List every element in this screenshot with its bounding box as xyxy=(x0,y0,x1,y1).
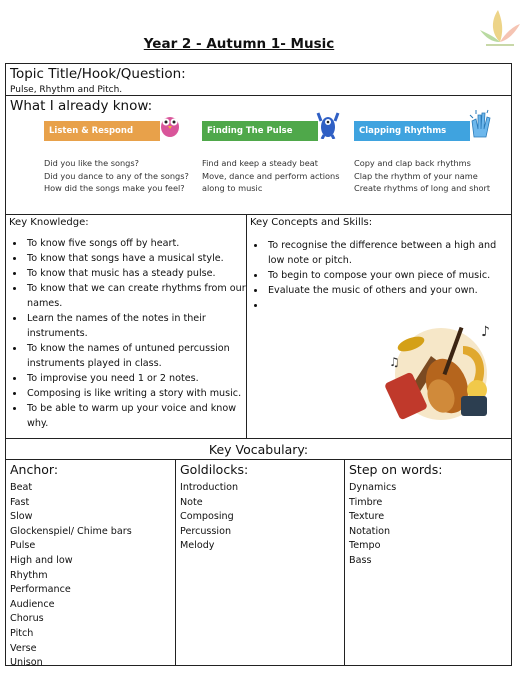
card-line: Did you like the songs? xyxy=(44,158,139,168)
page-title: Year 2 - Autumn 1- Music xyxy=(143,36,335,52)
list-item: • To know that we can create rhythms from our names. xyxy=(25,281,246,311)
list-item: • To know that music has a steady pulse. xyxy=(25,266,246,281)
list-item xyxy=(266,298,511,313)
list-item: • To recognise the difference between a high and low note or pitch. xyxy=(266,238,511,268)
column-heading: Goldilocks: xyxy=(180,462,249,477)
list-item: • Evaluate the music of others and your own. xyxy=(266,283,511,298)
list-item: Bass xyxy=(349,554,372,566)
key-knowledge-heading: Key Knowledge: xyxy=(9,217,89,228)
card-line: Did you dance to any of the songs? xyxy=(44,170,189,181)
badge-label: Finding The Pulse xyxy=(207,126,293,136)
list-item: Melody xyxy=(180,540,215,552)
list-item: High and low xyxy=(10,554,73,566)
column-heading: Anchor: xyxy=(10,462,59,477)
clapping-hands-icon xyxy=(468,109,492,139)
list-item: • Learn the names of the notes in their instruments. xyxy=(25,311,246,341)
card-line: Find and keep a steady beat xyxy=(202,158,318,168)
key-knowledge-list xyxy=(6,236,246,431)
badge-label: Clapping Rhythms xyxy=(359,126,447,136)
column-heading: Step on words: xyxy=(349,462,443,477)
topic-heading: Topic Title/Hook/Question: xyxy=(10,66,186,82)
list-item: Pitch xyxy=(10,627,34,639)
card-line: Move, dance and perform actions xyxy=(202,170,340,181)
card-badge xyxy=(202,121,318,141)
key-concepts-list xyxy=(247,238,511,313)
vocab-column-anchor xyxy=(6,460,176,669)
school-logo xyxy=(478,4,522,50)
badge-label: Listen & Respond xyxy=(49,126,134,136)
card-badge xyxy=(354,121,470,141)
card-line: How did the songs make you feel? xyxy=(44,183,185,193)
key-concepts-heading: Key Concepts and Skills: xyxy=(250,217,373,228)
list-item: • To be able to warm up your voice and know why. xyxy=(25,401,246,431)
svg-text:♫: ♫ xyxy=(389,355,400,369)
card-listen-respond xyxy=(44,121,194,195)
list-item: Dynamics xyxy=(349,482,397,493)
list-item: Fast xyxy=(10,496,30,508)
vocab-column-goldilocks xyxy=(176,460,345,665)
monster-mascot-icon xyxy=(316,109,340,139)
list-item: Chorus xyxy=(10,613,44,625)
prior-knowledge-section xyxy=(6,96,511,215)
card-line: Copy and clap back rhythms xyxy=(354,158,471,168)
list-item: • To improvise you need 1 or 2 notes. xyxy=(25,371,246,386)
knowledge-organiser xyxy=(5,63,512,669)
prior-heading: What I already know: xyxy=(10,98,153,114)
musical-instruments-illustration xyxy=(381,316,499,428)
list-item: Composing xyxy=(180,511,234,523)
key-concepts-section xyxy=(247,215,511,439)
list-item: • To begin to compose your own piece of music. xyxy=(266,268,511,283)
list-item: Audience xyxy=(10,598,55,610)
list-item: Percussion xyxy=(180,525,232,537)
svg-text:♪: ♪ xyxy=(481,324,490,340)
list-item: Rhythm xyxy=(10,569,48,581)
list-item: Timbre xyxy=(349,496,383,508)
topic-section xyxy=(6,64,511,96)
list-item: • Composing is like writing a story with music. xyxy=(25,386,246,401)
card-line: along to music xyxy=(202,183,263,193)
list-item: Introduction xyxy=(180,482,239,493)
owl-mascot-icon xyxy=(158,109,182,139)
card-clapping-rhythms xyxy=(354,121,504,195)
card-badge xyxy=(44,121,160,141)
list-item: Unison xyxy=(10,657,43,669)
topic-subtitle: Pulse, Rhythm and Pitch. xyxy=(10,85,123,95)
list-item: • To know five songs off by heart. xyxy=(25,236,246,251)
list-item: Slow xyxy=(10,511,33,523)
key-vocabulary-heading: Key Vocabulary: xyxy=(6,439,511,460)
list-item: Tempo xyxy=(349,540,381,552)
list-item: Performance xyxy=(10,584,71,596)
card-line: Clap the rhythm of your name xyxy=(354,170,478,181)
list-item: Notation xyxy=(349,525,391,537)
list-item: Note xyxy=(180,496,203,508)
list-item: Texture xyxy=(349,511,385,523)
key-knowledge-section xyxy=(6,215,247,439)
list-item: • To know that songs have a musical style. xyxy=(25,251,246,266)
list-item: • To know the names of untuned percussion instruments played in class. xyxy=(25,341,246,371)
list-item: Pulse xyxy=(10,540,36,552)
card-finding-pulse xyxy=(202,121,352,195)
list-item: Verse xyxy=(10,642,37,654)
list-item: Beat xyxy=(10,482,33,493)
vocab-column-step-on xyxy=(345,460,511,665)
list-item: Glockenspiel/ Chime bars xyxy=(10,525,132,537)
card-line: Create rhythms of long and short xyxy=(354,183,491,193)
